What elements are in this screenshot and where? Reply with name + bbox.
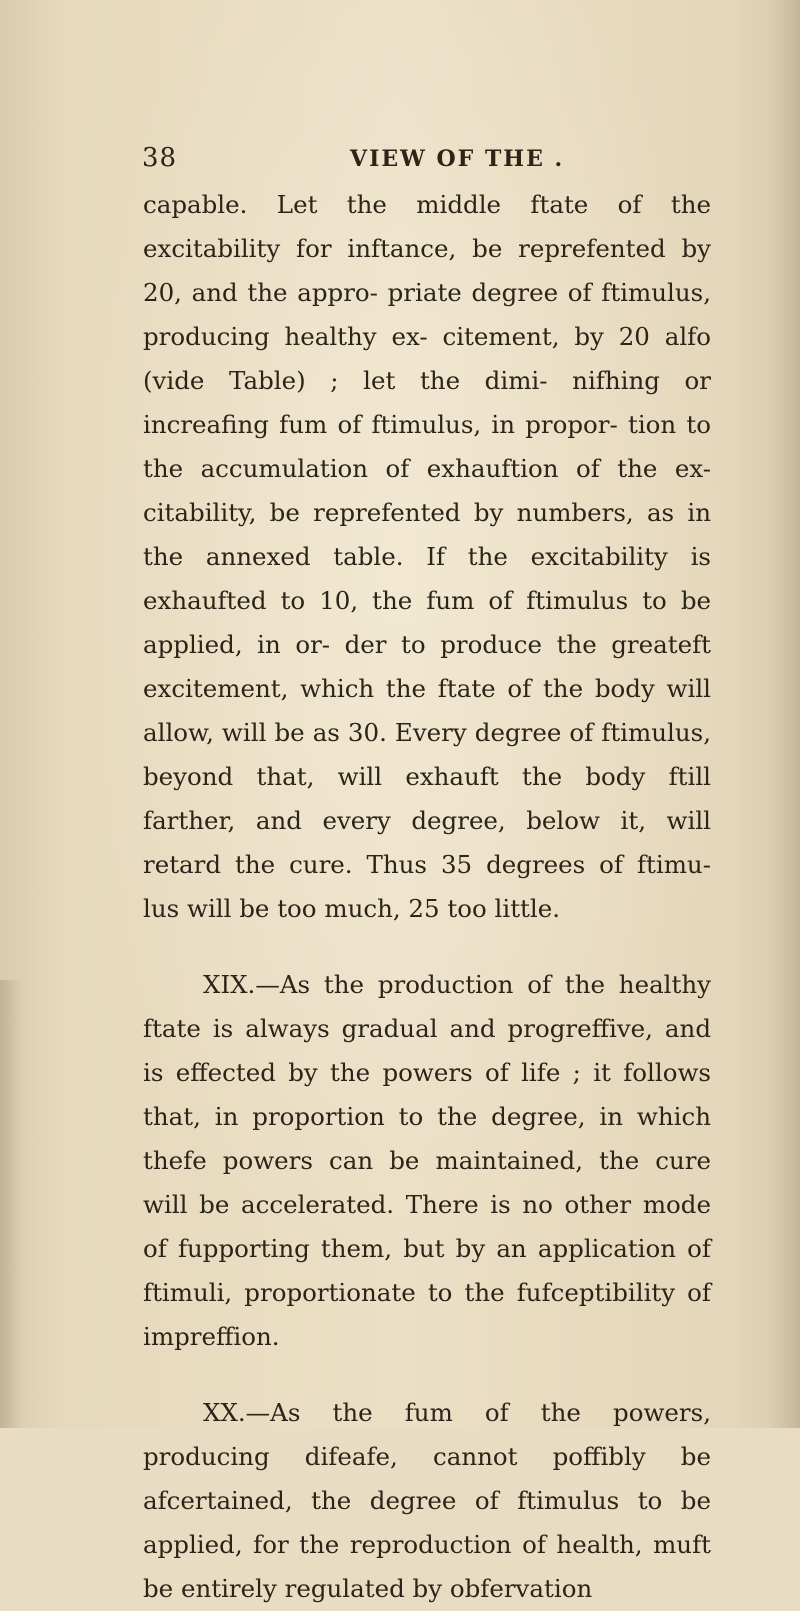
page-edge-shadow — [770, 0, 800, 1428]
paragraph: XIX.—As the production of the healthy ftate is always gradual and progreffive, and is effected by the powers of life ; it follows that, in proportion to the degree, in which thefe powers can be maintained, the cure will be accelerated. There is no other mode of fupporting them, but by an application of ftimuli, proportionate to the fufceptibility of impreffion. — [143, 970, 711, 1351]
page-number: 38 — [142, 143, 178, 173]
paragraph: capable. Let the middle ftate of the excitability for inftance, be reprefented by 20, and the appro- priate degree of ftimulus, producing healthy ex- citement, by 20 alfo (vide Table) ; let the dimi- nifhing or increafing fum of ftimulus, in propor- tion to the accumulation of exhauftion of the ex- citability, be reprefented by numbers, as in the annexed table. If the excitability is exhaufted to 10, the fum of ftimulus to be applied, in or- der to produce the greateft excitement, which the ftate of the body will allow, will be as 30. Every degree of ftimulus, beyond that, will exhauft the body ftill farther, and every degree, below it, will retard the cure. Thus 35 degrees of ftimu- lus will be too much, 25 too little. — [143, 190, 711, 923]
body-text — [143, 183, 711, 1611]
paragraph: XX.—As the fum of the powers, producing difeafe, cannot poffibly be afcertained, the degree of ftimulus to be applied, for the reproduction of health, muft be entirely regulated by obfervation — [143, 1398, 711, 1603]
page-edge-shadow — [0, 980, 22, 1428]
running-head: VIEW OF THE . — [350, 146, 565, 172]
page-header — [142, 143, 702, 175]
